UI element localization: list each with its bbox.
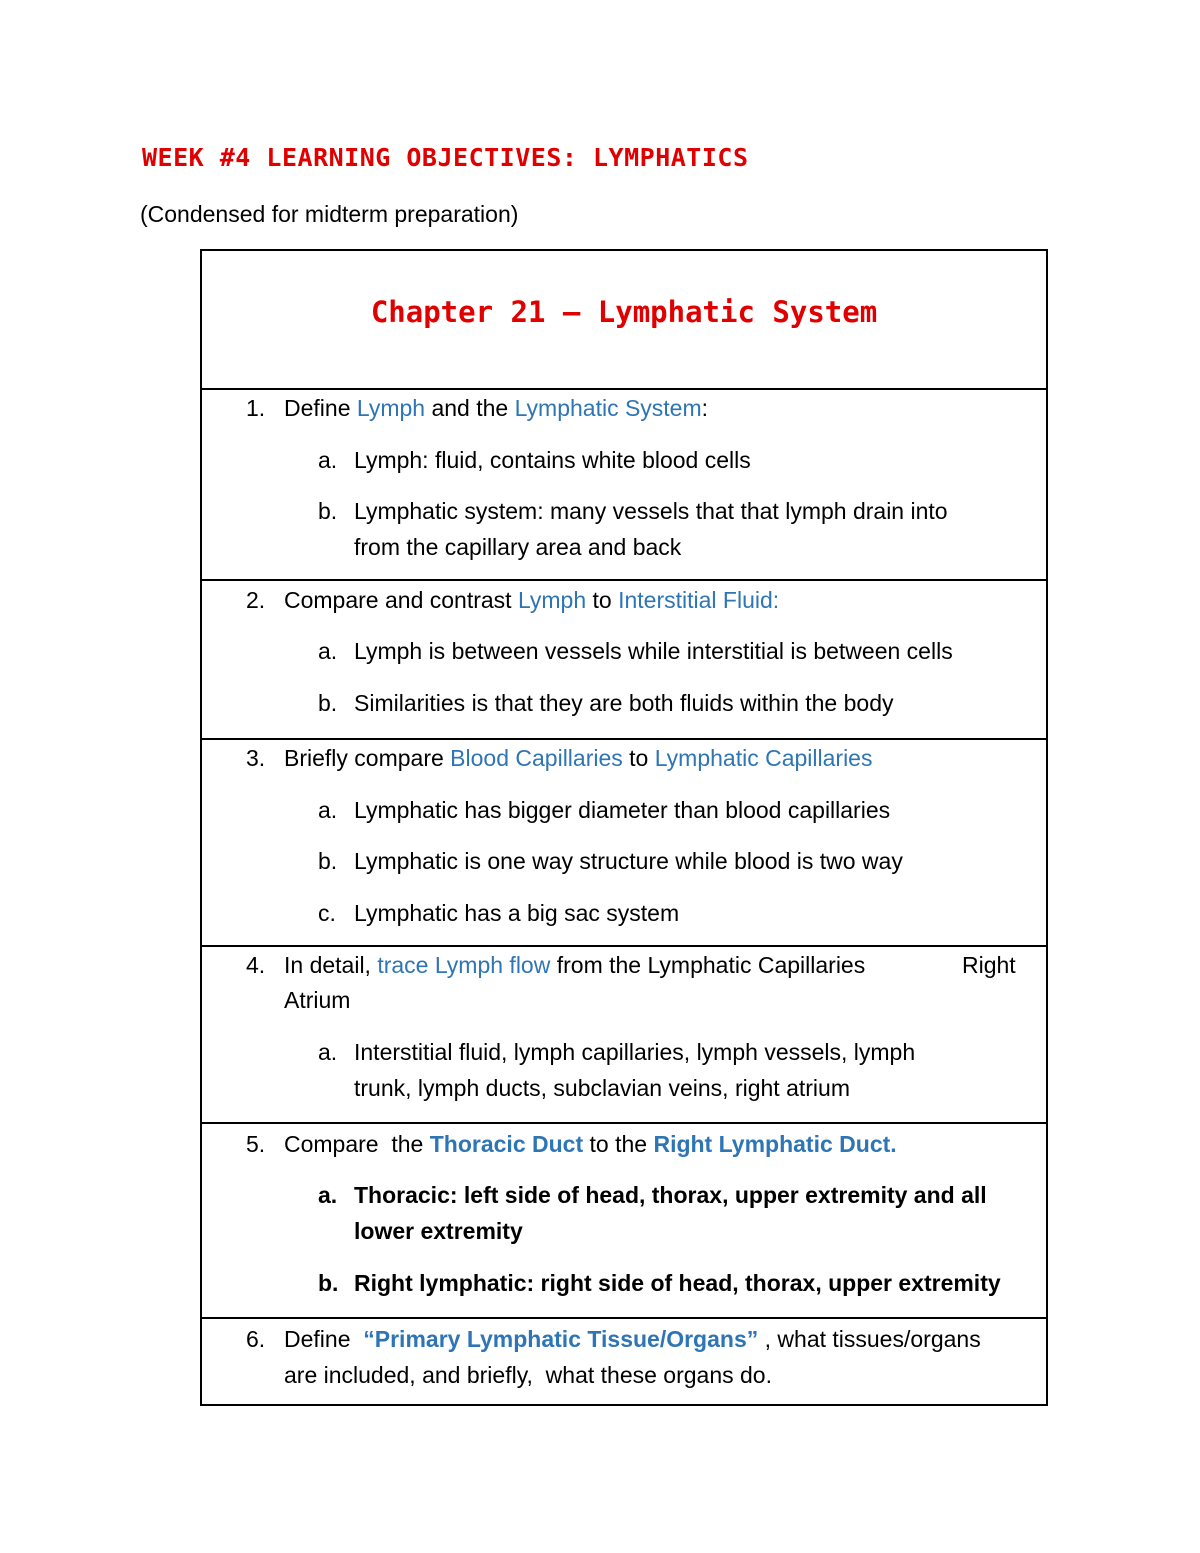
answer-letter: c.	[318, 900, 336, 926]
chapter-title: Chapter 21 – Lymphatic System	[370, 295, 878, 329]
objective-row-5	[202, 1123, 1046, 1319]
term-right-lymphatic-duct: Right Lymphatic Duct.	[653, 1131, 897, 1157]
objective-text	[284, 582, 779, 618]
answer-text: Lymphatic has a big sac system	[354, 900, 680, 926]
answer-text: Lymphatic has bigger diameter than blood capillaries	[354, 797, 891, 823]
answer-text: Interstitial fluid, lymph capillaries, lymph vessels, lymph	[354, 1039, 916, 1065]
page-subtitle: (Condensed for midterm preparation)	[140, 201, 519, 227]
term-lymphatic-system: Lymphatic System	[514, 395, 702, 421]
answer-text: Right lymphatic: right side of head, thorax, upper extremity	[354, 1270, 1001, 1296]
text-segment: and the	[425, 395, 515, 421]
term-lymph: Lymph	[517, 587, 587, 613]
objective-number: 5.	[246, 1131, 266, 1157]
text-segment: Define	[284, 395, 357, 421]
text-segment: Compare the	[284, 1131, 430, 1157]
text-segment: In detail,	[284, 952, 378, 978]
answer-text: lower extremity	[354, 1218, 523, 1244]
answer-letter: a.	[318, 447, 338, 473]
text-segment: , what tissues/organs	[758, 1326, 981, 1352]
objective-text: are included, and briefly, what these organs do.	[284, 1362, 772, 1388]
text-segment: Define	[284, 1326, 364, 1352]
answer-letter: a.	[318, 1182, 338, 1208]
answer-letter: b.	[318, 498, 338, 524]
text-segment: Right	[962, 952, 1016, 978]
objective-number: 3.	[246, 745, 266, 771]
answer-text: from the capillary area and back	[354, 534, 682, 560]
text-segment: :	[701, 395, 709, 421]
objectives-table	[200, 249, 1048, 1406]
text-segment: to	[622, 745, 655, 771]
text-segment: from the Lymphatic Capillaries	[550, 952, 866, 978]
answer-letter: a.	[318, 797, 338, 823]
term-lymph: Lymph	[356, 395, 426, 421]
text-segment: to	[586, 587, 619, 613]
answer-letter: a.	[318, 1039, 338, 1065]
answer-letter: b.	[318, 1270, 339, 1296]
objective-text	[284, 740, 872, 776]
answer-text: Lymph is between vessels while interstitial is between cells	[354, 638, 953, 664]
answer-letter: a.	[318, 638, 338, 664]
chapter-header-row	[202, 251, 1046, 390]
objective-row-3	[202, 738, 1046, 947]
answer-text: Lymph: fluid, contains white blood cells	[354, 447, 751, 473]
objective-row-2	[202, 580, 1046, 740]
answer-text: Lymphatic is one way structure while blood is two way	[354, 848, 903, 874]
text-segment: Briefly compare	[284, 745, 451, 771]
objective-number: 2.	[246, 587, 266, 613]
objective-row-4	[202, 946, 1046, 1124]
text-segment: to the	[583, 1131, 654, 1157]
answer-letter: b.	[318, 848, 338, 874]
text-segment: Compare and contrast	[284, 587, 518, 613]
term-primary-lymphatic-tissue: “Primary Lymphatic Tissue/Organs”	[363, 1326, 759, 1352]
objective-text	[284, 1126, 897, 1162]
term-interstitial-fluid: Interstitial Fluid:	[618, 587, 780, 613]
term-thoracic-duct: Thoracic Duct	[429, 1131, 584, 1157]
answer-text: trunk, lymph ducts, subclavian veins, right atrium	[354, 1075, 850, 1101]
answer-letter: b.	[318, 690, 338, 716]
answer-text: Lymphatic system: many vessels that that lymph drain into	[354, 498, 948, 524]
objective-row-1	[202, 388, 1046, 581]
objective-text	[284, 947, 865, 983]
term-lymphatic-capillaries: Lymphatic Capillaries	[654, 745, 873, 771]
objective-text	[284, 1321, 981, 1357]
objective-text	[284, 390, 708, 426]
objective-row-6	[202, 1318, 1046, 1406]
answer-text: Thoracic: left side of head, thorax, upper extremity and all	[354, 1182, 987, 1208]
page-title: WEEK #4 LEARNING OBJECTIVES: LYMPHATICS	[142, 143, 749, 172]
answer-text: Similarities is that they are both fluids within the body	[354, 690, 894, 716]
term-blood-capillaries: Blood Capillaries	[450, 745, 623, 771]
term-trace-lymph-flow: trace Lymph flow	[377, 952, 551, 978]
objective-number: 6.	[246, 1326, 266, 1352]
objective-number: 1.	[246, 395, 266, 421]
objective-number: 4.	[246, 952, 266, 978]
objective-text: Atrium	[284, 987, 351, 1013]
